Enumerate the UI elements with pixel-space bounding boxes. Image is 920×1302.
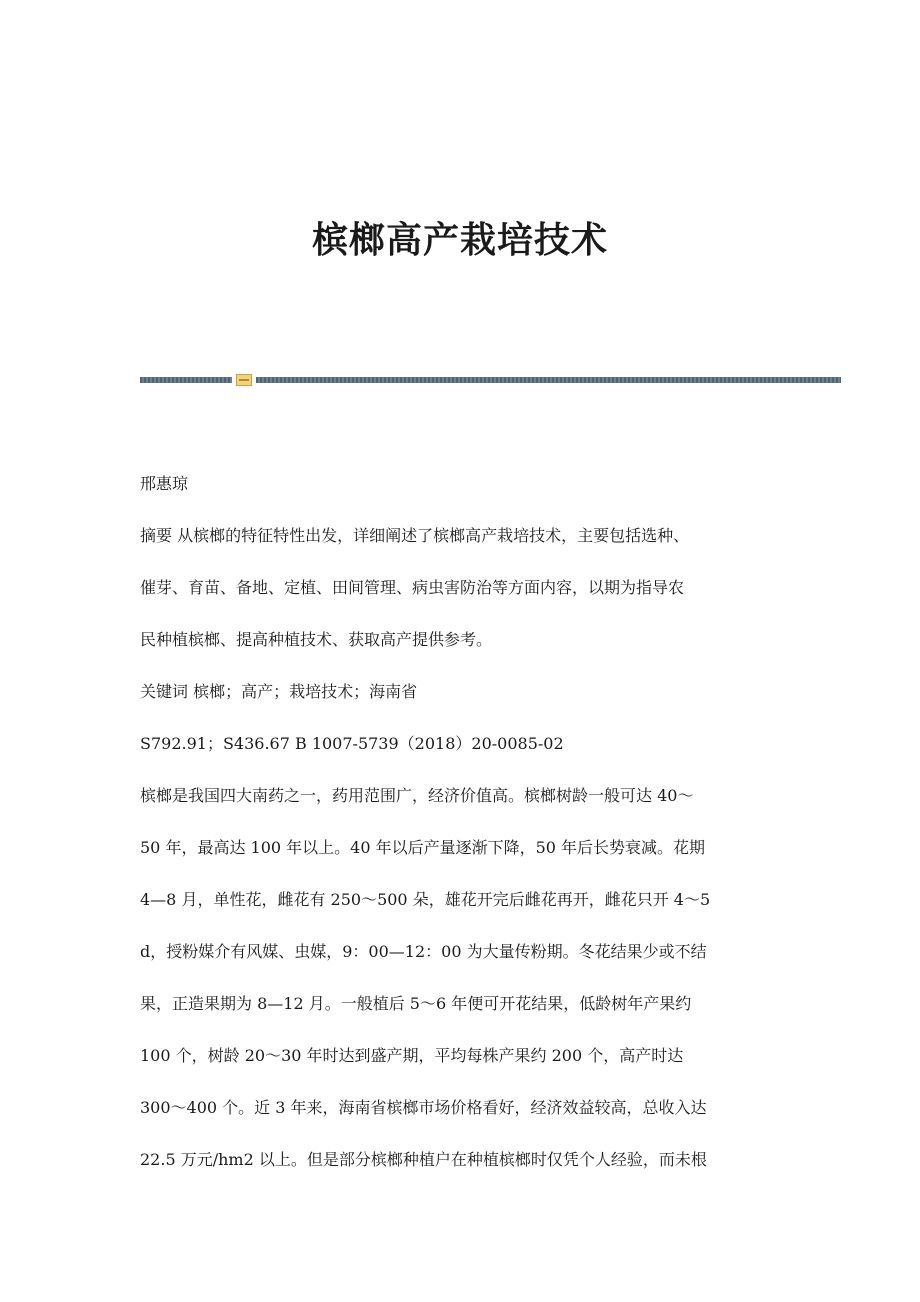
body-line: d，授粉媒介有风媒、虫媒，9：00—12：00 为大量传粉期。冬花结果少或不结 — [140, 942, 707, 961]
classification-text: S792.91；S436.67 B 1007-5739（2018）20-0085-02 — [140, 734, 564, 753]
abstract-line: 民种植槟榔、提高种植技术、获取高产提供参考。 — [140, 630, 493, 649]
author-name: 邢惠琼 — [140, 474, 189, 493]
abstract-line: 催芽、育苗、备地、定植、田间管理、病虫害防治等方面内容，以期为指导农 — [140, 578, 685, 597]
body-line: 22.5 万元/hm2 以上。但是部分槟榔种植户在种植槟榔时仅凭个人经验，而未根 — [140, 1150, 707, 1169]
body-line: 100 个，树龄 20～30 年时达到盛产期，平均每株产果约 200 个，高产时达 — [140, 1046, 684, 1065]
body-paragraph — [140, 770, 780, 1186]
abstract-line: 摘要 从槟榔的特征特性出发，详细阐述了槟榔高产栽培技术，主要包括选种、 — [140, 526, 690, 545]
classification-line — [140, 718, 780, 770]
keywords-line — [140, 666, 780, 718]
author-line — [140, 458, 780, 510]
title-divider — [140, 374, 841, 386]
body-line: 果，正造果期为 8—12 月。一般植后 5～6 年便可开花结果，低龄树年产果约 — [140, 994, 692, 1013]
document-title: 槟榔高产栽培技术 — [311, 219, 608, 261]
body-line: 300～400 个。近 3 年来，海南省槟榔市场价格看好，经济效益较高，总收入达 — [140, 1098, 707, 1117]
divider-bar-right — [256, 377, 841, 383]
abstract-paragraph — [140, 510, 780, 666]
body-line: 4—8 月，单性花，雌花有 250～500 朵，雄花开完后雌花再开，雌花只开 4～5 — [140, 890, 711, 909]
divider-ornament-icon — [236, 374, 252, 386]
body-line: 槟榔是我国四大南药之一，药用范围广，经济价值高。槟榔树龄一般可达 40～ — [140, 786, 694, 805]
divider-bar-left — [140, 377, 232, 383]
keywords-text: 关键词 槟榔；高产；栽培技术；海南省 — [140, 682, 418, 701]
body-line: 50 年，最高达 100 年以上。40 年以后产量逐渐下降，50 年后长势衰减。花期 — [140, 838, 706, 857]
